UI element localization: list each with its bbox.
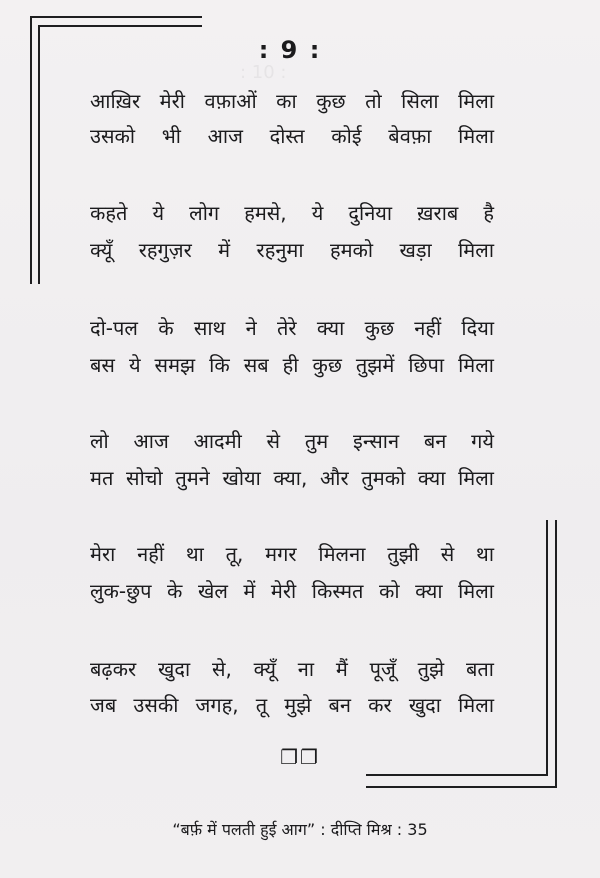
- frame-line-right-inner: [546, 520, 548, 776]
- verse-line: लो आज आदमी से तुम इन्सान बन गये: [90, 429, 494, 453]
- verse-line: मेरा नहीं था तू, मगर मिलना तुझी से था: [90, 542, 494, 566]
- verse-line: बस ये समझ कि सब ही कुछ तुझमें छिपा मिला: [90, 353, 494, 377]
- verse-line: बढ़कर खुदा से, क्यूँ ना मैं पूजूँ तुझे बता: [90, 657, 494, 681]
- verse-line: उसको भी आज दोस्त कोई बेवफ़ा मिला: [90, 124, 494, 148]
- bleed-through-text: : 10 :: [240, 62, 287, 83]
- verse-line: जब उसकी जगह, तू मुझे बन कर खुदा मिला: [90, 693, 494, 717]
- verse-line: कहते ये लोग हमसे, ये दुनिया ख़राब है: [90, 201, 494, 225]
- frame-line-bottom-outer: [366, 786, 557, 788]
- verse-line: लुक-छुप के खेल में मेरी किस्मत को क्या मिला: [90, 579, 494, 603]
- verse-line: दो-पल के साथ ने तेरे क्या कुछ नहीं दिया: [90, 316, 494, 340]
- page-footer: “बर्फ़ में पलती हुई आग” : दीप्ति मिश्र : 35: [172, 820, 428, 839]
- verse-line: मत सोचो तुमने खोया क्या, और तुमको क्या मिला: [90, 466, 494, 490]
- frame-line-top-outer: [30, 16, 202, 18]
- end-mark-icon: ❐❐: [280, 745, 320, 769]
- frame-line-top-inner: [38, 25, 202, 27]
- verse-line: आख़िर मेरी वफ़ाओं का कुछ तो सिला मिला: [90, 89, 494, 113]
- verse-line: क्यूँ रहगुज़र में रहनुमा हमको खड़ा मिला: [90, 238, 494, 262]
- frame-line-bottom-inner: [366, 774, 548, 776]
- page-number: : 9 :: [258, 36, 322, 64]
